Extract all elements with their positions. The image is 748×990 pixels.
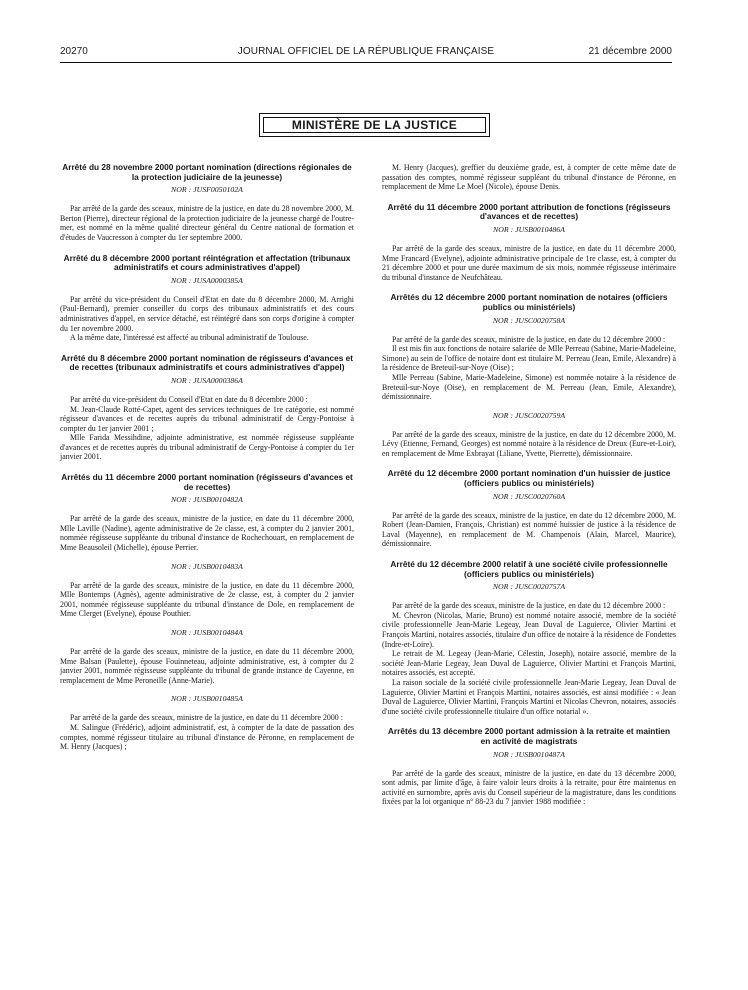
nor-reference: NOR : JUSB0010485A xyxy=(171,694,243,704)
nor-reference: NOR : JUSA0000385A xyxy=(171,275,243,285)
paragraph: Par arrêté du vice-président du Conseil d'Etat en date du 8 décembre 2000 : xyxy=(70,394,308,404)
paragraph: M. Jean-Claude Rotté-Capet, agent des services techniques de 1re catégorie, est nommé régisseur d'avances et de recettes auprès du tribunal administratif de Cergy-Pontoise à compter du 1er janvier 2001 ; xyxy=(60,404,354,433)
nor-reference: NOR : JUSC0020759A xyxy=(492,410,566,420)
paragraph: Par arrêté de la garde des sceaux, ministre de la justice, en date du 13 décembre 2000, sont admis, par limite d'âge, à faire valoir leurs droits à la retraite, pour être maintenus en activité en surnombre, après avis du Conseil supérieur de la magistrature, dans les conditions fixées par la loi organique n° 88-23 du 7 janvier 1988 modifiée : xyxy=(382,768,676,807)
section-title: Arrêté du 8 décembre 2000 portant nomination de régisseurs d'avances et de recettes (tribunaux administratifs et cours administratives d'appel) xyxy=(60,352,353,373)
paragraph: A la même date, l'intéressé est affecté au tribunal administratif de Toulouse. xyxy=(70,333,309,343)
page-header xyxy=(60,40,672,63)
nor-reference: NOR : JUSC0020758A xyxy=(492,315,566,325)
nor-reference: NOR : JUSC0020757A xyxy=(492,582,566,592)
section-title: Arrêtés du 12 décembre 2000 portant nomination de notaires (officiers publics ou ministériels) xyxy=(390,292,668,312)
paragraph: M. Salingue (Frédéric), adjoint administratif, est, à compter de la date de passation des comptes, nommé régisseur titulaire au tribunal d'instance de Péronne, en remplacement de M. Henry (Jacques) ; xyxy=(60,722,354,752)
nor-reference: NOR : JUSB0010487A xyxy=(493,749,565,759)
page-number: 20270 xyxy=(60,46,88,57)
nor-reference: NOR : JUSC0020760A xyxy=(492,491,566,501)
section-title: Arrêtés du 13 décembre 2000 portant admission à la retraite et maintien en activité de magistrats xyxy=(387,726,671,746)
paragraph: Par arrêté de la garde des sceaux, ministre de la justice, en date du 12 décembre 2000, M. Robert (Jean-Damien, François, Christian) est nommé huissier de justice à la résidence de Laval (Mayenne), en remplacement de M. Champenois (Alain, Marcel, Maurice), démissionnaire. xyxy=(382,510,676,549)
paragraph: M. Chevron (Nicolas, Marie, Bruno) est nommé notaire associé, membre de la société civile professionnelle Jean-Marie Legeay, Jean Duval de Laguierce, Olivier Martini et François Martini, notaires associés, titulaire d'un office de notaire à la résidence de Fondettes (Indre-et-Loire). xyxy=(382,610,676,649)
publication-date: 21 décembre 2000 xyxy=(588,46,672,57)
paragraph: Par arrêté de la garde des sceaux, ministre de la justice, en date du 12 décembre 2000 : xyxy=(392,601,666,611)
paragraph: Le retrait de M. Legeay (Jean-Marie, Célestin, Joseph), notaire associé, membre de la société Jean-Marie Legeay, Jean Duval de Laguierce, Olivier Martini et François Martini, notaires associés, est accepté. xyxy=(382,649,676,678)
paragraph: Par arrêté de la garde des sceaux, ministre de la justice, en date du 11 décembre 2000, Mlle Laville (Nadine), agente administrative de 2e classe, est, à compter du 2 janvier 2001, nommée régisseuse suppléante du tribunal d'instance de Rochechouart, en remplacement de Mme Beausoleil (Michelle), épouse Perrier. xyxy=(60,514,354,553)
paragraph: Par arrêté de la garde des sceaux, ministre de la justice, en date du 12 décembre 2000 : xyxy=(392,334,666,344)
section-title: Arrêté du 8 décembre 2000 portant réintégration et affectation (tribunaux administratifs et cours administratives d'appel) xyxy=(63,252,351,273)
left-column xyxy=(60,163,354,752)
paragraph: Par arrêté de la garde des sceaux, ministre de la justice, en date du 12 décembre 2000, M. Lévy (Etienne, Fernand, Georges) est nommé notaire à la résidence de Dreux (Eure-et-Loir), en remplacement de Mme Exbrayat (Liliane, Yvette, Pierrette), démissionnaire. xyxy=(382,429,676,458)
paragraph: Par arrêté de la garde des sceaux, ministre de la justice, en date du 11 décembre 2000, Mme Francard (Evelyne), adjointe administrative principale de 1re classe, est, à compter du 21 décembre 2000 et pour une durée maximum de six mois, nommée régisseuse intérimaire du tribunal d'instance de Neufchâteau. xyxy=(382,243,676,282)
nor-reference: NOR : JUSB0010483A xyxy=(171,561,243,571)
journal-title: JOURNAL OFFICIEL DE LA RÉPUBLIQUE FRANÇAISE xyxy=(237,46,495,57)
right-column xyxy=(382,163,676,807)
paragraph: Par arrêté du vice-président du Conseil d'Etat en date du 8 décembre 2000, M. Arrighi (Paul-Bernard), premier conseiller du corps des tribunaux administratifs et des cours administratives d'appel, en service détaché, est réintégré dans son corps d'origine à compter du 1er novembre 2000. xyxy=(60,294,354,333)
ministry-title-box xyxy=(259,113,490,137)
paragraph: Mlle Farida Messihdine, adjointe administrative, est nommée régisseuse suppléante d'avances et de recettes auprès du tribunal administratif de Cergy-Pontoise à compter du 1er janvier 2001. xyxy=(60,433,354,462)
section-title: Arrêté du 12 décembre 2000 relatif à une société civile professionnelle (officiers publics ou ministériels) xyxy=(390,559,668,579)
ministry-title: MINISTÈRE DE LA JUSTICE xyxy=(263,117,486,133)
section-title: Arrêté du 28 novembre 2000 portant nomination (directions régionales de la protection judiciaire de la jeunesse) xyxy=(62,162,352,182)
paragraph: Mlle Perreau (Sabine, Marie-Madeleine, Simone) est nommée notaire à la résidence de Breteuil-sur-Noye (Oise), en remplacement de M. Perreau (Jean, Emile, Alexandre), démissionnaire. xyxy=(382,372,676,402)
paragraph: M. Henry (Jacques), greffier du deuxième grade, est, à compter de cette même date de passation des comptes, nommé régisseur suppléant du tribunal d'instance de Péronne, en remplacement de Mme Le Moel (Nicole), épouse Denis. xyxy=(382,163,676,192)
paragraph: Par arrêté de la garde des sceaux, ministre de la justice, en date du 11 décembre 2000, Mlle Bontemps (Agnès), agente administrative de 2e classe, est, à compter du 2 janvier 2001, nommée régisseuse suppléante du tribunal d'instance de Dole, en remplacement de Mme Clerget (Evelyne), épouse Pouthier. xyxy=(60,580,354,619)
nor-reference: NOR : JUSB0010482A xyxy=(171,495,243,505)
paragraph: Par arrêté de la garde des sceaux, ministre de la justice, en date du 11 décembre 2000, Mme Balsan (Paulette), épouse Fouinneteau, adjointe administrative, est, à compter du 2 janvier 2001, nommée régisseuse suppléante du tribunal de grande instance de Cayenne, en remplacement de Mme Peroneille (Anne-Marie). xyxy=(60,647,354,685)
nor-reference: NOR : JUSF0050102A xyxy=(171,185,243,195)
section-title: Arrêtés du 11 décembre 2000 portant nomination (régisseurs d'avances et de recettes) xyxy=(61,472,353,492)
paragraph: Par arrêté de la garde des sceaux, ministre de la justice, en date du 11 décembre 2000 : xyxy=(70,713,343,723)
nor-reference: NOR : JUSB0010486A xyxy=(493,224,565,234)
paragraph: Par arrêté de la garde des sceaux, ministre de la justice, en date du 28 novembre 2000, M. Berton (Pierre), directeur régional de la protection judiciaire de la jeunesse chargé de l'outre-mer, est nommé en la même qualité directeur général du Centre national de formation et d'études de Vaucresson à compter du 1er septembre 2000. xyxy=(60,204,354,242)
nor-reference: NOR : JUSA0000386A xyxy=(171,375,243,385)
section-title: Arrêté du 12 décembre 2000 portant nomination d'un huissier de justice (officiers publics ou ministériels) xyxy=(387,468,671,489)
paragraph: La raison sociale de la société civile professionnelle Jean-Marie Legeay, Jean Duval de Laguierce, Olivier Martini et François Martini, notaires associés, est ainsi modifiée : « Jean Duval de Laguierce, Olivier Martini, François Martini et Nicolas Chevron, notaires, associés d'une société civile professionnelle titulaire d'un office notarial ». xyxy=(382,677,676,716)
paragraph: Il est mis fin aux fonctions de notaire salariée de Mlle Perreau (Sabine, Marie-Madeleine, Simone) au sein de l'office de notaire dont est titulaire M. Perreau (Jean, Emile, Alexandre) à la résidence de Breteuil-sur-Noye (Oise) ; xyxy=(382,344,676,373)
nor-reference: NOR : JUSB0010484A xyxy=(171,628,243,637)
section-title: Arrêté du 11 décembre 2000 portant attribution de fonctions (régisseurs d'avances et de recettes) xyxy=(387,201,671,222)
